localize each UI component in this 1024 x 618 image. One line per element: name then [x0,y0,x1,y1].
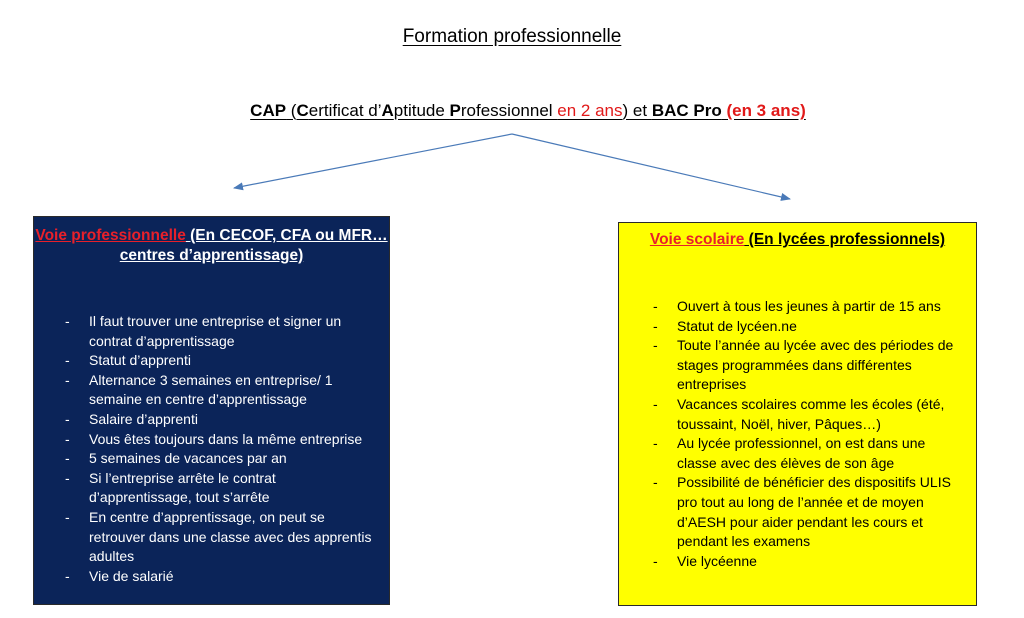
list-item [34,351,389,371]
list-item-text: Statut d’apprenti [89,352,191,369]
bac-pro-abbrev: BAC Pro [651,101,722,120]
bullet-dash: - [653,298,658,314]
list-item [34,312,389,351]
subtitle-initial-c: C [296,101,309,120]
cap-abbrev: CAP [250,101,287,120]
bullet-dash: - [653,435,658,452]
list-item-text: En centre d’apprentissage, on peut se retrouver dans une classe avec des apprentis adultes [89,508,372,565]
bullet-dash: - [653,317,658,334]
bullet-dash: - [65,371,70,388]
list-item-text: Vie lycéenne [677,552,757,569]
bullet-dash: - [65,430,70,447]
list-item-text: Vie de salarié [89,567,174,584]
list-item [34,469,389,508]
page-title: Formation professionnelle [402,26,622,47]
subtitle-text-5: ) et [622,101,652,120]
list-item [619,552,976,572]
subtitle-initial-a: A [381,101,394,120]
list-item-text: Statut de lycéen.ne [677,317,797,334]
list-item [619,434,976,473]
arrow-right [512,134,790,199]
list-item [619,317,976,337]
bullet-dash: - [65,508,70,525]
voie-scolaire-list [619,297,976,571]
bullet-dash: - [653,474,658,491]
voie-professionnelle-title: Voie professionnelle [35,227,186,244]
voie-professionnelle-box [33,216,390,605]
bullet-dash: - [653,337,658,354]
bullet-dash: - [65,352,70,369]
list-item-text: Toute l’année au lycée avec des périodes de stages programmées dans différentes entreprises [677,337,954,393]
voie-scolaire-title: Voie scolaire [649,231,745,248]
list-item-text: Ouvert à tous les jeunes à partir de 15 ans [677,298,941,314]
list-item [34,371,389,410]
voie-scolaire-heading [619,230,976,250]
arrow-left [234,134,512,188]
bullet-dash: - [65,450,70,467]
list-item [34,430,389,450]
list-item-text: Il faut trouver une entreprise et signer un contrat d’apprentissage [89,313,342,349]
list-item-text: Si l’entreprise arrête le contrat d’apprentissage, tout s’arrête [89,469,276,506]
voie-professionnelle-heading [34,226,389,266]
bac-duration: (en 3 ans) [726,101,806,120]
voie-scolaire-box [618,222,977,606]
list-item-text: Vacances scolaires comme les écoles (été, toussaint, Noël, hiver, Pâques…) [677,395,945,432]
bullet-dash: - [65,469,70,486]
cap-duration: en 2 ans [557,101,623,120]
list-item [34,567,389,587]
subtitle-initial-p: P [449,101,461,120]
list-item [619,297,976,317]
bullet-dash: - [65,567,70,584]
list-item-text: Salaire d’apprenti [89,410,198,427]
list-item [34,508,389,567]
bullet-dash: - [65,313,70,329]
subtitle-text-4: rofessionnel [460,101,558,120]
list-item [619,395,976,434]
subtitle-text-3: ptitude [393,101,450,120]
voie-professionnelle-list [34,312,389,586]
list-item [34,410,389,430]
list-item-text: Possibilité de bénéficier des dispositifs ULIS pro tout au long de l’année et de moyen d’AESH pour aider pendant les cours et pendant les examens [677,474,951,550]
subtitle-text-2: ertificat d’ [308,101,382,120]
list-item-text: Vous êtes toujours dans la même entreprise [89,430,363,447]
list-item-text: Alternance 3 semaines en entreprise/ 1 semaine en centre d’apprentissage [89,371,333,408]
subtitle-text-1: ( [286,101,297,120]
list-item [34,449,389,469]
list-item [619,473,976,551]
bullet-dash: - [653,395,658,412]
bullet-dash: - [653,552,658,569]
list-item [619,336,976,395]
voie-professionnelle-detail: (En CECOF, CFA ou MFR… centres d’apprentissage) [119,227,388,264]
bullet-dash: - [65,410,70,427]
list-item-text: 5 semaines de vacances par an [89,450,287,467]
list-item-text: Au lycée professionnel, on est dans une classe avec des élèves de son âge [677,435,926,471]
voie-scolaire-detail: (En lycées professionnels) [744,231,946,248]
